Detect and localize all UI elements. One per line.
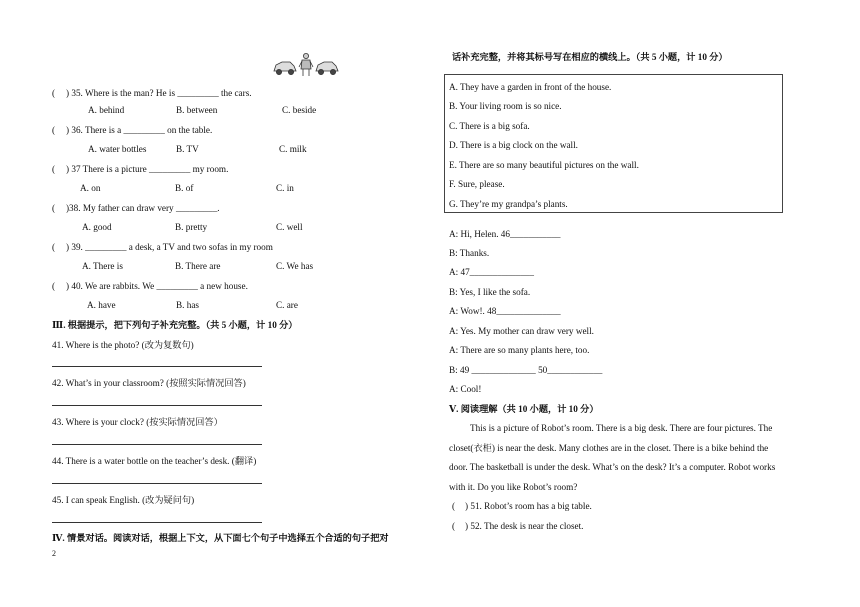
dialog-line: B: Yes, I like the sofa. <box>449 287 531 297</box>
option-a: A. good <box>82 222 112 232</box>
option-a: A. behind <box>88 105 125 115</box>
option-a: A. There is <box>82 261 123 271</box>
question-44: 44. There is a water bottle on the teacher’s desk. (翻译) <box>52 456 257 466</box>
answer-paren[interactable]: ( <box>52 281 56 291</box>
answer-paren[interactable]: ( <box>52 242 56 252</box>
question-37: ) 37 There is a picture _________ my room. <box>66 164 229 174</box>
question-38: )38. My father can draw very _________. <box>66 203 220 213</box>
dialog-line: A: 47______________ <box>449 267 534 277</box>
option-D: D. There is a big clock on the wall. <box>449 140 578 150</box>
dialog-line: B: Thanks. <box>449 248 490 258</box>
option-C: C. There is a big sofa. <box>449 121 530 131</box>
dialog-line: A: There are so many plants here, too. <box>449 345 590 355</box>
option-b: B. has <box>176 300 199 310</box>
section-5-heading: Ⅴ. 阅读理解（共 10 小题，计 10 分） <box>449 404 599 414</box>
dialog-line: A: Hi, Helen. 46___________ <box>449 229 561 239</box>
answer-paren[interactable]: ( <box>452 501 456 511</box>
option-a: A. on <box>80 183 101 193</box>
answer-line-41[interactable] <box>52 366 262 367</box>
dialog-line: A: Cool! <box>449 384 482 394</box>
question-52: ) 52. The desk is near the closet. <box>465 521 584 531</box>
question-36: ) 36. There is a _________ on the table. <box>66 125 213 135</box>
question-39: ) 39. _________ a desk, a TV and two sofas in my room <box>66 242 273 252</box>
option-c: C. in <box>276 183 294 193</box>
question-40: ) 40. We are rabbits. We _________ a new house. <box>66 281 248 291</box>
section-3-heading: Ⅲ. 根据提示，把下列句子补充完整。（共 5 小题，计 10 分） <box>52 320 298 330</box>
answer-line-44[interactable] <box>52 483 262 484</box>
option-a: A. have <box>87 300 116 310</box>
passage-line: This is a picture of Robot’s room. There is a big desk. There are four pictures. The <box>470 423 773 433</box>
question-51: ) 51. Robot’s room has a big table. <box>465 501 592 511</box>
option-b: B. TV <box>176 144 199 154</box>
option-A: A. They have a garden in front of the house. <box>449 82 612 92</box>
answer-paren[interactable]: ( <box>52 203 56 213</box>
passage-line: closet(衣柜) is near the desk. Many clothes are in the closet. There is a bike behind the <box>449 443 769 453</box>
question-41: 41. Where is the photo? (改为复数句) <box>52 340 194 350</box>
question-45: 45. I can speak English. (改为疑问句) <box>52 495 195 505</box>
question-42: 42. What’s in your classroom? (按照实际情况回答) <box>52 378 246 388</box>
dialog-line: A: Wow!. 48______________ <box>449 306 561 316</box>
option-a: A. water bottles <box>88 144 147 154</box>
option-G: G. They’re my grandpa’s plants. <box>449 199 568 209</box>
option-c: C. We has <box>276 261 314 271</box>
answer-paren[interactable]: ( <box>52 88 56 98</box>
passage-line: door. The basketball is under the desk. What’s on the desk? It’s a computer. Robot works <box>449 462 776 472</box>
option-b: B. pretty <box>175 222 208 232</box>
option-b: B. of <box>175 183 194 193</box>
answer-paren[interactable]: ( <box>452 521 456 531</box>
answer-line-43[interactable] <box>52 444 262 445</box>
option-b: B. There are <box>175 261 221 271</box>
answer-line-45[interactable] <box>52 522 262 523</box>
page-number: 2 <box>52 549 56 558</box>
question-35: ) 35. Where is the man? He is _________ the cars. <box>66 88 252 98</box>
dialog-line: B: 49 ______________ 50____________ <box>449 365 603 375</box>
option-F: F. Sure, please. <box>449 179 505 189</box>
dialog-line: A: Yes. My mother can draw very well. <box>449 326 594 336</box>
option-B: B. Your living room is so nice. <box>449 101 562 111</box>
cars-and-man-illustration <box>272 52 340 78</box>
answer-paren[interactable]: ( <box>52 125 56 135</box>
passage-line: with it. Do you like Robot’s room? <box>449 482 578 492</box>
section-4-continued: 话补充完整，并将其标号写在相应的横线上。（共 5 小题，计 10 分） <box>452 52 728 62</box>
answer-paren[interactable]: ( <box>52 164 56 174</box>
question-43: 43. Where is your clock? (按实际情况回答） <box>52 417 223 427</box>
option-c: C. beside <box>282 105 317 115</box>
section-4-heading: Ⅳ. 情景对话。阅读对话，根据上下文，从下面七个句子中选择五个合适的句子把对 <box>52 533 389 543</box>
answer-line-42[interactable] <box>52 405 262 406</box>
option-c: C. milk <box>279 144 307 154</box>
option-b: B. between <box>176 105 218 115</box>
option-c: C. well <box>276 222 303 232</box>
option-c: C. are <box>276 300 298 310</box>
option-E: E. There are so many beautiful pictures on the wall. <box>449 160 639 170</box>
